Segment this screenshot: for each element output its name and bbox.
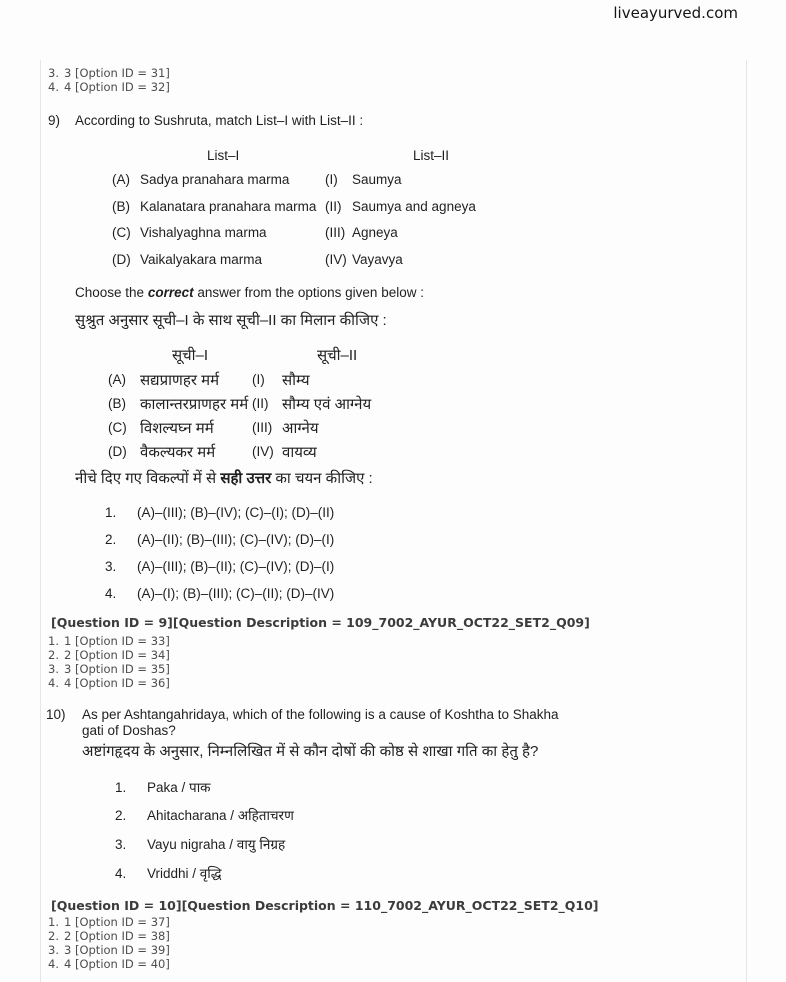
choose-bold-word: सही उत्तर [220,470,272,487]
choose-prefix: नीचे दिए गए विकल्पों में से [75,470,221,487]
option-number: 4. [48,676,59,690]
option-id-text: 2 [Option ID = 34] [64,648,170,662]
row-numeral: (II) [325,198,342,214]
row-value: सौम्य एवं आग्नेय [282,396,372,413]
question-line: As per Ashtangahridaya, which of the following is a cause of Koshtha to Shakha [82,707,559,722]
option-number: 3. [115,837,127,852]
option-number: 4. [48,80,59,94]
row-item: विशल्यघ्न मर्म [140,420,214,437]
row-numeral: (III) [325,225,346,241]
row-item: Sadya pranahara marma [140,172,290,187]
option-number: 4. [115,866,127,881]
answer-option [115,808,294,824]
option-id-line [48,915,170,929]
option-number: 1. [105,505,117,520]
option-number: 1. [48,915,59,929]
choose-correct-line-english [75,285,424,301]
option-id-text: 3 [Option ID = 39] [64,943,170,957]
choose-suffix: का चयन कीजिए : [271,470,373,487]
row-label: (C) [112,225,131,241]
list1-header-english: List–I [207,148,240,163]
row-item: Vaikalyakara marma [140,252,263,268]
option-id-line [48,943,170,957]
option-id-line [48,676,170,690]
option-text: (A)–(I); (B)–(III); (C)–(II); (D)–(IV) [137,586,335,601]
row-label: (D) [108,444,127,459]
question-text-hindi: अष्टांगहृदय के अनुसार, निम्नलिखित में से कौन दोषों की कोष्ठ से शाखा गति का हेतु है? [82,743,539,760]
row-label: (C) [108,420,127,435]
option-number: 1. [48,634,59,648]
site-watermark: liveayurved.com [613,4,738,22]
choose-prefix: Choose the [75,285,148,300]
row-value: Saumya [352,172,402,187]
question-number: 9) [48,113,61,128]
option-number: 4. [48,957,59,971]
option-number: 1. [115,780,127,795]
answer-option [115,837,285,853]
option-id-line [48,662,170,676]
choose-suffix: answer from the options given below : [193,285,424,300]
row-value: Saumya and agneya [352,198,476,214]
option-number: 4. [105,586,117,601]
question-number: 10) [46,707,66,722]
option-number: 3. [48,662,59,676]
answer-option [115,866,222,882]
choose-bold-word: correct [147,285,194,300]
option-id-text: 1 [Option ID = 33] [64,634,170,648]
match-table-hindi [108,372,371,468]
list1-header-hindi: सूची–I [172,347,209,364]
question-text-hindi: सुश्रुत अनुसार सूची–I के साथ सूची–II का मिलान कीजिए : [75,312,387,329]
row-numeral: (III) [252,420,273,435]
option-text: (A)–(II); (B)–(III); (C)–(IV); (D)–(I) [137,532,335,547]
option-id-line [48,634,170,648]
option-id-text: 4 [Option ID = 36] [64,676,170,690]
row-value: Vayavya [352,252,403,268]
prev-question-option-ids [48,66,170,94]
row-label: (B) [108,396,126,411]
option-id-line [48,648,170,662]
match-table-english [112,172,476,279]
option-number: 2. [105,532,117,547]
row-item: वैकल्यकर मर्म [140,444,216,461]
option-id-line [48,957,170,971]
option-id-text: 1 [Option ID = 37] [64,915,170,929]
option-number: 2. [115,808,127,823]
option-number: 3. [105,559,117,574]
list2-header-english: List–II [413,148,450,163]
option-id-text: 3 [Option ID = 35] [64,662,170,676]
row-label: (A) [112,172,130,187]
row-value: Agneya [352,225,398,241]
row-label: (A) [108,372,126,387]
question-line: gati of Doshas? [82,723,176,738]
question-9-option-ids [48,634,170,690]
answer-option [105,505,334,521]
option-id-text: 2 [Option ID = 38] [64,929,170,943]
row-item: कालान्तरप्राणहर मर्म [140,396,249,413]
row-item: सद्यप्राणहर मर्म [140,372,220,389]
question-10-id-header: [Question ID = 10][Question Description = 110_7002_AYUR_OCT22_SET2_Q10] [51,898,599,913]
row-value: आग्नेय [282,420,319,437]
row-item: Vishalyaghna marma [140,225,267,241]
option-text: Vayu nigraha / वायु निग्रह [147,837,286,852]
row-value: वायव्य [282,444,317,461]
list2-header-hindi: सूची–II [317,347,358,364]
option-text: Ahitacharana / अहिताचरण [147,808,294,823]
answer-option [115,780,211,796]
option-id-line [48,80,170,94]
row-numeral: (I) [252,372,265,387]
option-number: 3. [48,66,59,80]
row-numeral: (I) [325,172,338,187]
answer-option [105,586,334,602]
option-text: Paka / पाक [147,780,211,795]
option-id-text: 3 [Option ID = 31] [64,66,170,80]
question-text-english: According to Sushruta, match List–I with List–II : [75,113,364,128]
option-number: 2. [48,929,59,943]
option-text: Vriddhi / वृद्धि [147,866,222,881]
row-value: सौम्य [282,372,310,389]
row-numeral: (IV) [325,252,347,268]
option-id-line [48,66,170,80]
question-9-english [48,113,363,129]
answer-option [105,559,334,575]
row-numeral: (II) [252,396,269,411]
option-text: (A)–(III); (B)–(IV); (C)–(I); (D)–(II) [137,505,335,520]
row-label: (D) [112,252,131,268]
question-text-english [82,707,559,739]
answer-option [105,532,334,548]
row-numeral: (IV) [252,444,274,459]
option-text: (A)–(III); (B)–(II); (C)–(IV); (D)–(I) [137,559,335,574]
option-id-text: 4 [Option ID = 32] [64,80,170,94]
option-id-text: 4 [Option ID = 40] [64,957,170,971]
question-9-id-header: [Question ID = 9][Question Description = 109_7002_AYUR_OCT22_SET2_Q09] [51,615,590,630]
row-item: Kalanatara pranahara marma [140,198,317,214]
option-number: 3. [48,943,59,957]
question-10-option-ids [48,915,170,971]
option-id-line [48,929,170,943]
question-10-english [46,707,559,739]
choose-correct-line-hindi [75,470,373,488]
row-label: (B) [112,198,130,214]
option-number: 2. [48,648,59,662]
